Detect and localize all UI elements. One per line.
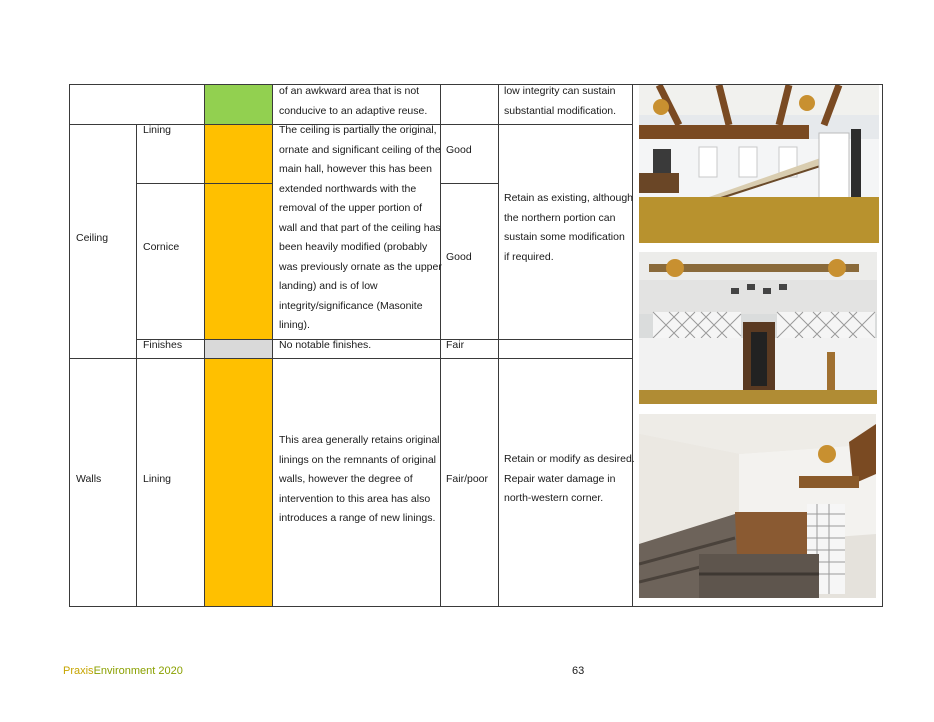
significance-swatch-finishes xyxy=(204,339,272,359)
finishes-description: No notable finishes. xyxy=(279,339,372,351)
top-row-recommendation: low integrity can sustain substantial modification. xyxy=(504,85,617,117)
ceiling-description: The ceiling is partially the original, ornate and significant ceiling of the main hall, however this has been extended northwards with the removal of the upper portion of wall and that part of the ceiling has been heavily modified (probably was previously ornate as the upper landing) and is of low integrity/significance (Masonite lining). xyxy=(279,124,442,331)
ceiling-finishes-label: Finishes xyxy=(143,339,183,351)
significance-swatch-walls xyxy=(204,359,272,607)
page-number: 63 xyxy=(572,665,585,677)
significance-swatch-ceiling xyxy=(204,124,272,339)
footer-brand xyxy=(63,665,183,677)
finishes-condition: Fair xyxy=(446,339,465,351)
photo-walls-seating xyxy=(639,414,876,598)
ceiling-cornice-condition: Good xyxy=(446,251,472,263)
walls-recommendation: Retain or modify as desired. Repair water damage in north-western corner. xyxy=(504,453,635,504)
ceiling-cornice-label: Cornice xyxy=(143,241,180,253)
ceiling-element-label: Ceiling xyxy=(76,232,109,244)
walls-condition: Fair/poor xyxy=(446,473,489,485)
footer-brand-praxis: Praxis xyxy=(63,665,94,677)
photo-ceiling-lattice xyxy=(639,252,877,404)
footer-brand-environment: Environment xyxy=(93,665,156,677)
footer-year: 2020 xyxy=(155,665,183,677)
photo-ceiling-hall xyxy=(639,85,879,243)
significance-swatch-top xyxy=(204,85,272,124)
walls-element-label: Walls xyxy=(76,473,102,485)
walls-lining-label: Lining xyxy=(143,473,172,485)
ceiling-lining-label: Lining xyxy=(143,124,172,136)
walls-description: This area generally retains original linings on the remnants of original walls, however the degree of intervention to this area has also introduces a range of new linings. xyxy=(279,434,440,524)
ceiling-recommendation: Retain as existing, although the northern portion can sustain some modification if required. xyxy=(504,192,633,263)
top-row-description: of an awkward area that is not conducive to an adaptive reuse. xyxy=(279,85,428,117)
ceiling-lining-condition: Good xyxy=(446,144,472,156)
